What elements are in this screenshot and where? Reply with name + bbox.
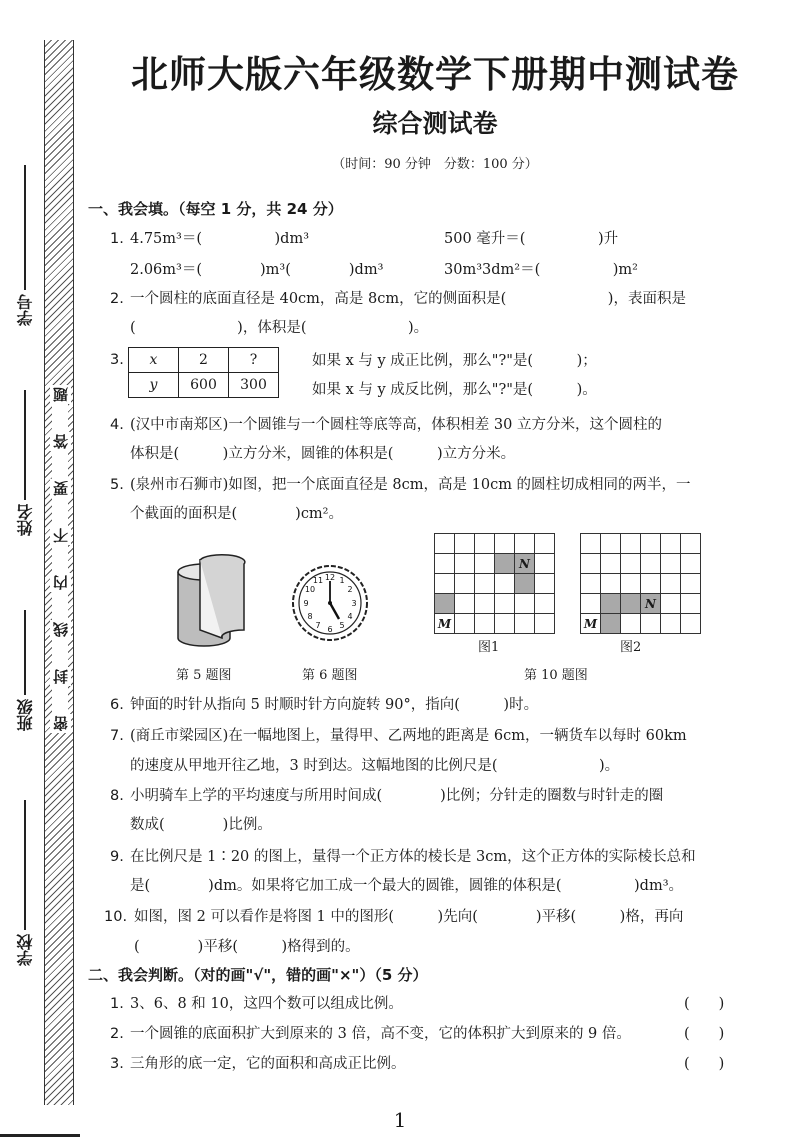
point-n-label: N bbox=[515, 554, 535, 574]
q9-line2: 是( )dm。如果将它加工成一个最大的圆锥，圆锥的体积是( )dm³。 bbox=[130, 878, 684, 894]
q7-line1: (商丘市梁园区)在一幅地图上，量得甲、乙两地的距离是 6cm，一辆货车以每时 60km bbox=[130, 728, 687, 744]
q6-number: 6. bbox=[110, 697, 124, 713]
svg-text:4: 4 bbox=[347, 612, 353, 621]
q1-c: 2.06m³＝( )m³( )dm³ bbox=[130, 262, 384, 278]
q4-line2: 体积是( )立方分米，圆锥的体积是( )立方分米。 bbox=[130, 446, 516, 462]
exam-title: 北师大版六年级数学下册期中测试卷 bbox=[131, 53, 739, 96]
table-cell: 600 bbox=[179, 373, 229, 398]
judge-3-answer[interactable]: ( ) bbox=[684, 1056, 725, 1072]
q10-line2: ( )平移( )格得到的。 bbox=[134, 939, 360, 955]
time-score-info: （时间：90 分钟 分数：100 分） bbox=[332, 157, 538, 172]
q1-a: 4.75m³＝( )dm³ bbox=[130, 231, 310, 247]
table-cell: y bbox=[129, 373, 179, 398]
q5-line1: (泉州市石狮市)如图，把一个底面直径是 8cm，高是 10cm 的圆柱切成相同的两半，一 bbox=[130, 477, 691, 493]
q4-number: 4. bbox=[110, 417, 124, 433]
q9-line1: 在比例尺是 1∶20 的图上，量得一个正方体的棱长是 3cm，这个正方体的实际棱长总和 bbox=[130, 849, 696, 865]
grid1-label: 图1 bbox=[478, 640, 500, 655]
q1-number: 1. bbox=[110, 231, 124, 247]
judge-3-number: 3. bbox=[110, 1056, 124, 1072]
seal-char: 不 bbox=[51, 528, 70, 543]
svg-text:10: 10 bbox=[304, 585, 316, 594]
q2-number: 2. bbox=[110, 291, 124, 307]
section-2-heading: 二、我会判断。（对的画"√"，错的画"×"）（5 分） bbox=[88, 966, 428, 984]
svg-text:9: 9 bbox=[303, 599, 309, 608]
svg-text:6: 6 bbox=[327, 625, 333, 634]
svg-text:5: 5 bbox=[339, 621, 345, 630]
grid-figure-1 bbox=[434, 533, 555, 634]
seal-char: 密 bbox=[51, 716, 70, 731]
table-cell: x bbox=[129, 348, 179, 373]
student-id-label: 学号 bbox=[15, 294, 35, 326]
q7-number: 7. bbox=[110, 728, 124, 744]
class-label: 班级 bbox=[15, 699, 35, 731]
svg-text:12: 12 bbox=[324, 573, 336, 582]
section-1-heading: 一、我会填。（每空 1 分，共 24 分） bbox=[88, 200, 343, 218]
seal-char: 封 bbox=[51, 669, 70, 684]
svg-text:7: 7 bbox=[315, 621, 321, 630]
svg-text:2: 2 bbox=[347, 585, 353, 594]
student-id-field[interactable] bbox=[14, 165, 36, 326]
table-row bbox=[129, 373, 279, 398]
class-field[interactable] bbox=[14, 610, 36, 731]
judge-1-answer[interactable]: ( ) bbox=[684, 996, 725, 1012]
seal-char: 内 bbox=[51, 575, 70, 590]
q8-line1: 小明骑车上学的平均速度与所用时间成( )比例；分针走的圈数与时针走的圈 bbox=[130, 788, 664, 804]
q1-d: 30m³3dm²＝( )m² bbox=[444, 262, 638, 278]
point-m-label: M bbox=[581, 614, 601, 634]
seal-char: 题 bbox=[51, 387, 70, 402]
q8-number: 8. bbox=[110, 788, 124, 804]
q2-line2: ( )，体积是( )。 bbox=[130, 320, 429, 336]
name-field[interactable] bbox=[14, 390, 36, 536]
q3-line2: 如果 x 与 y 成反比例，那么"?"是( )。 bbox=[312, 382, 597, 398]
judge-2-text: 一个圆锥的底面积扩大到原来的 3 倍，高不变，它的体积扩大到原来的 9 倍。 bbox=[130, 1026, 631, 1042]
fig6-caption: 第 6 题图 bbox=[302, 668, 358, 683]
q1-b: 500 毫升＝( )升 bbox=[444, 231, 619, 247]
student-id-line bbox=[24, 165, 26, 290]
judge-1-text: 3、6、8 和 10，这四个数可以组成比例。 bbox=[130, 996, 403, 1012]
q8-line2: 数成( )比例。 bbox=[130, 817, 272, 833]
point-m-label: M bbox=[435, 614, 455, 634]
q4-line1: (汉中市南郑区)一个圆锥与一个圆柱等底等高，体积相差 30 立方分米，这个圆柱的 bbox=[130, 417, 662, 433]
svg-text:3: 3 bbox=[351, 599, 357, 608]
split-cylinder-figure bbox=[160, 550, 250, 655]
svg-text:11: 11 bbox=[312, 576, 324, 585]
school-line bbox=[24, 800, 26, 930]
q10-line1: 如图，图 2 可以看作是将图 1 中的图形( )先向( )平移( )格，再向 bbox=[134, 909, 684, 925]
q10-number: 10. bbox=[104, 909, 128, 925]
bottom-rule bbox=[0, 1134, 80, 1137]
grid2-label: 图2 bbox=[620, 640, 642, 655]
table-cell: 2 bbox=[179, 348, 229, 373]
q3-line1: 如果 x 与 y 成正比例，那么"?"是( )； bbox=[312, 353, 597, 369]
judge-2-answer[interactable]: ( ) bbox=[684, 1026, 725, 1042]
table-cell: ? bbox=[229, 348, 279, 373]
seal-char: 线 bbox=[51, 622, 70, 637]
class-line bbox=[24, 610, 26, 695]
seal-char: 要 bbox=[51, 481, 70, 496]
fig5-caption: 第 5 题图 bbox=[176, 668, 232, 683]
school-field[interactable] bbox=[14, 800, 36, 966]
svg-text:1: 1 bbox=[339, 576, 345, 585]
table-row bbox=[129, 348, 279, 373]
judge-2-number: 2. bbox=[110, 1026, 124, 1042]
table-cell: 300 bbox=[229, 373, 279, 398]
fig10-caption: 第 10 题图 bbox=[524, 668, 588, 683]
point-n-label: N bbox=[641, 594, 661, 614]
judge-1-number: 1. bbox=[110, 996, 124, 1012]
seal-line-text bbox=[52, 385, 68, 733]
xy-table bbox=[128, 347, 279, 398]
grid-figure-2 bbox=[580, 533, 701, 634]
q9-number: 9. bbox=[110, 849, 124, 865]
q6-line1: 钟面的时针从指向 5 时顺时针方向旋转 90°，指向( )时。 bbox=[130, 697, 539, 713]
name-line bbox=[24, 390, 26, 500]
q3-number: 3. bbox=[110, 352, 124, 368]
judge-3-text: 三角形的底一定，它的面积和高成正比例。 bbox=[130, 1056, 406, 1072]
school-label: 学校 bbox=[15, 934, 35, 966]
q5-line2: 个截面的面积是( )cm²。 bbox=[130, 506, 343, 522]
clock-figure bbox=[290, 563, 370, 643]
name-label: 姓名 bbox=[15, 504, 35, 536]
q7-line2: 的速度从甲地开往乙地，3 时到达。这幅地图的比例尺是( )。 bbox=[130, 758, 620, 774]
seal-char: 答 bbox=[51, 434, 70, 449]
svg-text:8: 8 bbox=[307, 612, 313, 621]
exam-subtitle: 综合测试卷 bbox=[372, 109, 498, 138]
page-number: 1 bbox=[393, 1108, 407, 1132]
q2-line1: 一个圆柱的底面直径是 40cm，高是 8cm，它的侧面积是( )，表面积是 bbox=[130, 291, 686, 307]
q5-number: 5. bbox=[110, 477, 124, 493]
